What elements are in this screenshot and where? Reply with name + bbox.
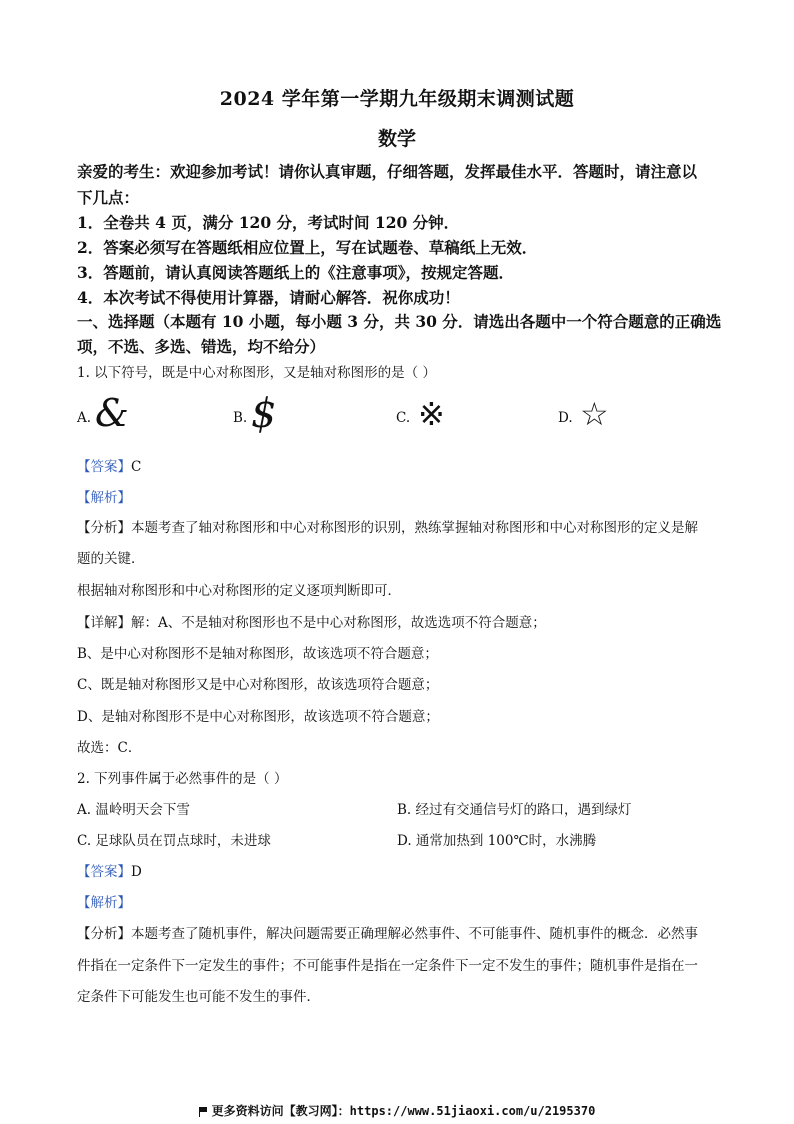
- question-1-answer: [77, 455, 141, 475]
- question-1-analysis-line-2: 题的关键．: [77, 551, 145, 567]
- question-2-analysis-line-3: 定条件下可能发生也可能不发生的事件．: [77, 989, 320, 1005]
- flag-icon: [199, 1107, 208, 1116]
- note-1: 1．全卷共 4 页，满分 120 分，考试时间 120 分钟．: [77, 213, 460, 232]
- note-3: 3．答题前，请认真阅读答题纸上的《注意事项》，按规定答题．: [77, 263, 515, 282]
- section-heading-line-1: 一、选择题（本题有 10 小题，每小题 3 分，共 30 分．请选出各题中一个符合题意的正确选: [77, 312, 722, 331]
- question-1-detail-line-1: [77, 611, 546, 631]
- option-letter: C.: [396, 410, 411, 426]
- ampersand-symbol: &: [95, 391, 129, 435]
- dollar-symbol: $: [251, 391, 277, 437]
- answer-tag: 【答案】: [77, 864, 131, 880]
- question-2-analysis-line-2: 件指在一定条件下一定发生的事件；不可能事件是指在一定条件下一定不发生的事件；随机事件是指在一: [77, 958, 698, 974]
- footer-text: 更多资料访问【教习网】：https://www.51jiaoxi.com/u/2195370: [211, 1104, 596, 1118]
- question-1-stem: 1. 以下符号，既是中心对称图形，又是轴对称图形的是（ ）: [77, 365, 436, 381]
- question-1-method: 根据轴对称图形和中心对称图形的定义逐项判断即可．: [77, 583, 401, 599]
- note-2: 2．答案必须写在答题纸相应位置上，写在试题卷、草稿纸上无效．: [77, 238, 538, 257]
- intro-line-1: 亲爱的考生：欢迎参加考试！请你认真审题，仔细答题，发挥最佳水平．答题时，请注意以: [77, 162, 698, 181]
- question-2-option-b: B. 经过有交通信号灯的路口，遇到绿灯: [397, 802, 632, 818]
- question-2-analysis-line-1: [77, 922, 698, 942]
- analysis-text: 本题考查了随机事件，解决问题需要正确理解必然事件、不可能事件、随机事件的概念．必然事: [131, 926, 698, 942]
- exam-title: 2024 学年第一学期九年级期末调测试题: [219, 88, 575, 110]
- question-1-analysis-line-1: [77, 516, 698, 536]
- answer-value: D: [131, 864, 142, 880]
- section-heading-line-2: 项，不选、多选、错选，均不给分）: [77, 337, 326, 356]
- question-1-conclusion: 故选：C．: [77, 740, 142, 756]
- answer-tag: 【答案】: [77, 459, 131, 475]
- analysis-text: 本题考查了轴对称图形和中心对称图形的识别，熟练掌握轴对称图形和中心对称图形的定义是解: [131, 520, 698, 536]
- question-1-jiexi-tag: 【解析】: [77, 490, 131, 506]
- option-letter: D.: [558, 410, 573, 426]
- question-2-stem: 2. 下列事件属于必然事件的是（ ）: [77, 771, 288, 787]
- question-1-detail-line-3: C、既是轴对称图形又是中心对称图形，故该选项符合题意；: [77, 677, 439, 693]
- answer-value: C: [131, 459, 142, 475]
- question-1-detail-line-4: D、是轴对称图形不是中心对称图形，故该选项不符合题意；: [77, 709, 439, 725]
- analysis-tag: 【分析】: [77, 520, 131, 536]
- detail-tag: 【详解】: [77, 615, 131, 631]
- detail-text: 解：A、不是轴对称图形也不是中心对称图形，故选选项不符合题意；: [131, 615, 546, 631]
- star-outline-symbol: ☆: [580, 395, 609, 433]
- question-1-detail-line-2: B、是中心对称图形不是轴对称图形，故该选项不符合题意；: [77, 646, 438, 662]
- note-4: 4．本次考试不得使用计算器，请耐心解答．祝你成功！: [77, 288, 460, 307]
- exam-subject: 数学: [377, 128, 416, 150]
- option-letter: A.: [77, 410, 92, 426]
- footer-link[interactable]: [0, 1102, 794, 1119]
- question-2-option-a: A. 温岭明天会下雪: [77, 802, 190, 818]
- question-2-option-c: C. 足球队员在罚点球时，未进球: [77, 833, 271, 849]
- reference-mark-symbol: ※: [418, 395, 445, 433]
- question-2-jiexi-tag: 【解析】: [77, 895, 131, 911]
- question-2-option-d: D. 通常加热到 100℃时，水沸腾: [397, 833, 597, 849]
- option-letter: B.: [233, 410, 248, 426]
- intro-line-2: 下几点：: [77, 188, 140, 207]
- analysis-tag: 【分析】: [77, 926, 131, 942]
- question-2-answer: [77, 860, 142, 880]
